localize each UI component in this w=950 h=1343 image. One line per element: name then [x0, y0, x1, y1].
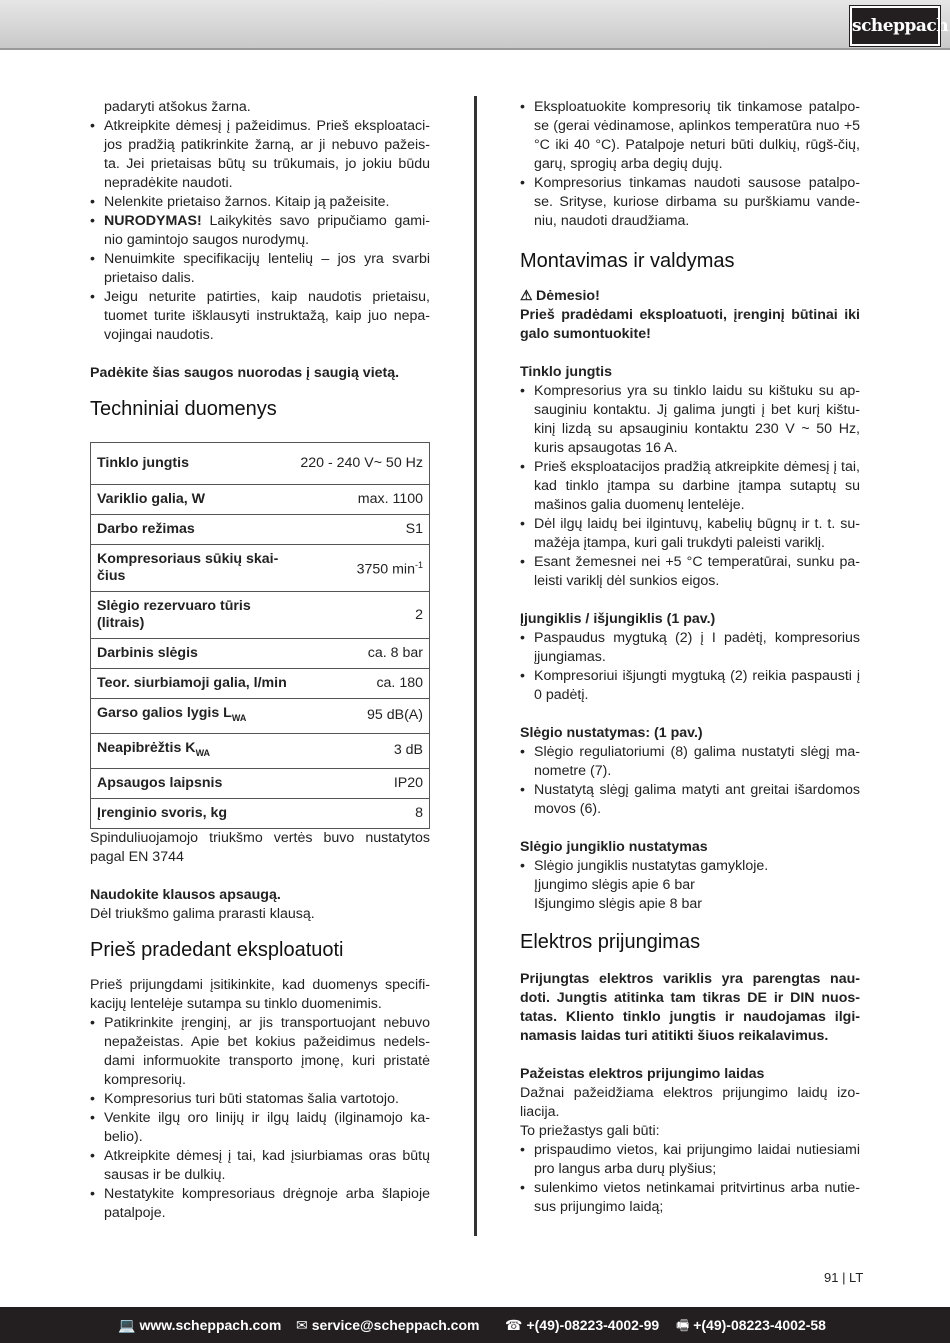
spec-key: [91, 733, 294, 768]
keep-instructions: Padėkite šias saugos nuorodas į saugią vietą.: [90, 365, 400, 381]
warning-icon: ⚠: [520, 288, 533, 304]
page-number: 91 | LT: [824, 1270, 864, 1285]
table-row: [91, 485, 430, 515]
list-item: • Nustatytą slėgį galima matyti ant greitai išardomos movos (6).: [520, 781, 860, 819]
spec-value: ca. 180: [293, 669, 430, 699]
section-heading-before-use: Prieš pradedant eksploatuoti: [90, 938, 344, 961]
list-item: • Venkite ilgų oro linijų ir ilgų laidų (ilginamojo ka-belio).: [90, 1109, 430, 1147]
spec-table: [90, 442, 430, 829]
monitor-icon: 💻: [118, 1317, 136, 1333]
list-item: • Patikrinkite įrenginį, ar jis transportuojant nebuvo nepažeistas. Apie bet kokius pažeidimus nedels-dami informuokite transporto įmonę, kuri pristatė kompresorių.: [90, 1014, 430, 1090]
list-item: • Atkreipkite dėmesį į pažeidimus. Prieš eksploataci-jos pradžią patikrinkite žarną, ar ji nebuvo pažeis-ta. Jei prietaisas būtų su trūkumais, jo jokiu būdu nepradėkite naudoti.: [90, 117, 430, 193]
before-use-text: Prieš prijungdami įsitikinkite, kad duomenys specifi-kacijų lentelėje sutampa su tinklo duomenimis.: [90, 976, 430, 1012]
attention-label: Dėmesio!: [535, 288, 600, 304]
list-item: • Kompresorius yra su tinklo laidu su kištuku su ap-sauginiu kontaktu. Jį galima jungti į bet kurį kištu-kinį lizdą su apsauginiu kontaktu 230 V ~ 50 Hz, kuris apsaugotas 16 A.: [520, 382, 860, 458]
spec-value: [293, 545, 430, 592]
spec-key: [91, 699, 294, 734]
list-item: [90, 212, 430, 250]
table-row: [91, 639, 430, 669]
spec-value: 8: [293, 798, 430, 828]
list-item: • Kompresorius turi būti statomas šalia vartotojo.: [90, 1090, 430, 1109]
list-item: • Slėgio jungiklis nustatytas gamykloje.: [520, 857, 860, 876]
footer-mail[interactable]: [296, 1307, 479, 1343]
spec-value-text: 3750 min: [356, 561, 415, 578]
spec-key: Slėgio rezervuaro tūris (litrais): [91, 592, 294, 639]
footer-bar: [0, 1307, 950, 1343]
note-label: NURODYMAS!: [104, 213, 202, 229]
spec-value: 220 - 240 V~ 50 Hz: [293, 443, 430, 485]
phone-icon: ☎: [505, 1317, 523, 1333]
list-item: • Nelenkite prietaiso žarnos. Kitaip ją pažeisite.: [90, 193, 430, 212]
right-column: [520, 98, 860, 1217]
ear-protection-title: Naudokite klausos apsaugą.: [90, 886, 281, 903]
left-column: [90, 98, 430, 1223]
subheading-network: Tinklo jungtis: [520, 364, 612, 380]
list-item: • Prieš eksploatacijos pradžią atkreipkite dėmesį į tai, kad tinklo įtampa su darbine įtampa sutaptų su mašinos galia duomenų lentelėje.: [520, 458, 860, 515]
list-item: • Kompresorius tinkamas naudoti sausose patalpo-se. Srityse, kuriose dirbama su purškiamu vande-niu, naudoti draudžiama.: [520, 174, 860, 231]
list-item: • Slėgio reguliatoriumi (8) galima nustatyti slėgį ma-nometre (7).: [520, 743, 860, 781]
spec-key: Tinklo jungtis: [91, 443, 294, 485]
footer-fax-text: +(49)-08223-4002-58: [693, 1317, 826, 1333]
spec-key-sub: WA: [231, 712, 247, 723]
spec-key: Kompresoriaus sūkių skai-čius: [91, 545, 294, 592]
table-row: [91, 768, 430, 798]
list-item: • Nestatykite kompresoriaus drėgnoje arba šlapioje patalpoje.: [90, 1185, 430, 1223]
spec-value: 3 dB: [293, 733, 430, 768]
list-item: • Atkreipkite dėmesį į tai, kad įsiurbiamas oras būtų sausas ir be dulkių.: [90, 1147, 430, 1185]
footer-phone-text: +(49)-08223-4002-99: [526, 1317, 660, 1333]
table-row: [91, 592, 430, 639]
spec-value-sup: -1: [414, 560, 423, 571]
list-item: • Nenuimkite specifikacijų lentelių – jos yra svarbi prietaiso dalis.: [90, 250, 430, 288]
list-item: • Kompresoriui išjungti mygtuką (2) reikia paspausti į 0 padėtį.: [520, 667, 860, 705]
table-row: [91, 515, 430, 545]
list-item: • Esant žemesnei nei +5 °C temperatūrai, sunku pa-leisti variklį dėl sunkios eigos.: [520, 553, 860, 591]
list-item: padaryti atšokus žarna.: [104, 99, 251, 115]
spec-value: S1: [293, 515, 430, 545]
note-text: Laikykitės savo pripučiamo gami-nio gamintojo saugos nurodymų.: [104, 213, 430, 248]
column-divider: [474, 96, 477, 1236]
section-heading-mounting: Montavimas ir valdymas: [520, 250, 735, 272]
footer-phone[interactable]: [505, 1307, 659, 1343]
spec-value: max. 1100: [293, 485, 430, 515]
electrical-text: Prijungtas elektros variklis yra parengtas nau-doti. Jungtis atitinka tam tikras DE ir DIN nuos-tatas. Kliento tinklo jungtis ir naudojamas ilgi-namasis laidas turi atitikti šiuos reikalavimus.: [520, 971, 860, 1044]
spec-value: IP20: [293, 768, 430, 798]
spec-key-text: Neapibrėžtis K: [97, 739, 196, 756]
table-row: [91, 733, 430, 768]
spec-value: 95 dB(A): [293, 699, 430, 734]
section-heading-technical-data: Techniniai duomenys: [90, 398, 277, 420]
spec-key: Įrenginio svoris, kg: [91, 798, 294, 828]
list-item: • Paspaudus mygtuką (2) į I padėtį, kompresorius įjungiamas.: [520, 629, 860, 667]
spec-key-sub: WA: [195, 747, 211, 758]
spec-key: Darbinis slėgis: [91, 639, 294, 669]
spec-value: 2: [293, 592, 430, 639]
list-item: • sulenkimo vietos netinkamai pritvirtinus arba nutie-sus prijungimo laidą;: [520, 1179, 860, 1217]
noise-note: Spinduliuojamojo triukšmo vertės buvo nustatytos pagal EN 3744: [90, 829, 430, 865]
footer-mail-text: service@scheppach.com: [311, 1317, 480, 1333]
section-heading-electrical: Elektros prijungimas: [520, 931, 701, 953]
list-item: Įjungimo slėgis apie 6 bar: [534, 877, 695, 893]
subheading-switch: Įjungiklis / išjungiklis (1 pav.): [520, 611, 716, 627]
footer-web-text: www.scheppach.com: [139, 1317, 282, 1333]
footer-fax: [676, 1307, 826, 1343]
spec-value: ca. 8 bar: [293, 639, 430, 669]
subheading-pressure-switch: Slėgio jungiklio nustatymas: [520, 839, 708, 855]
table-row: [91, 545, 430, 592]
spec-key: Variklio galia, W: [91, 485, 294, 515]
header-bar: [0, 0, 950, 50]
subheading-pressure: Slėgio nustatymas: (1 pav.): [520, 725, 703, 741]
mail-icon: ✉: [296, 1317, 308, 1333]
attention-text: Prieš pradėdami eksploatuoti, įrenginį būtinai iki galo sumontuokite!: [520, 307, 860, 342]
list-item: Išjungimo slėgis apie 8 bar: [534, 896, 702, 912]
damaged-cable-text: Dažnai pažeidžiama elektros prijungimo laidų izo-liacija.: [520, 1085, 860, 1120]
footer-web[interactable]: [118, 1307, 281, 1343]
spec-key: Teor. siurbiamoji galia, l/min: [91, 669, 294, 699]
table-row: [91, 699, 430, 734]
table-row: [91, 798, 430, 828]
list-item: • prispaudimo vietos, kai prijungimo laidai nutiesiami pro langus arba durų plyšius;: [520, 1141, 860, 1179]
spec-key: Darbo režimas: [91, 515, 294, 545]
scheppach-logo: scheppach: [850, 6, 940, 46]
subheading-damaged-cable: Pažeistas elektros prijungimo laidas: [520, 1066, 765, 1082]
fax-icon: 🖷: [676, 1317, 690, 1333]
list-item: • Eksploatuokite kompresorių tik tinkamose patalpo-se (gerai vėdinamose, aplinkos temperatūra nuo +5 °C iki 40 °C). Patalpoje neturi būti dulkių, rūgš-čių, garų, sprogių arba degių dujų.: [520, 98, 860, 174]
spec-key-text: Garso galios lygis L: [97, 705, 232, 721]
ear-protection-text: Dėl triukšmo galima prarasti klausą.: [90, 905, 315, 922]
attention-title: [520, 287, 860, 306]
list-item: • Dėl ilgų laidų bei ilgintuvų, kabelių būgnų ir t. t. su-mažėja įtampa, kuri gali trukdyti paleisti variklį.: [520, 515, 860, 553]
table-row: [91, 443, 430, 485]
table-row: [91, 669, 430, 699]
list-item: • Jeigu neturite patirties, kaip naudotis prietaisu, tuomet turite išklausyti instruktažą, kaip juo nepa-vojingai naudotis.: [90, 288, 430, 345]
spec-key: Apsaugos laipsnis: [91, 768, 294, 798]
causes-intro: To priežastys gali būti:: [520, 1123, 660, 1139]
